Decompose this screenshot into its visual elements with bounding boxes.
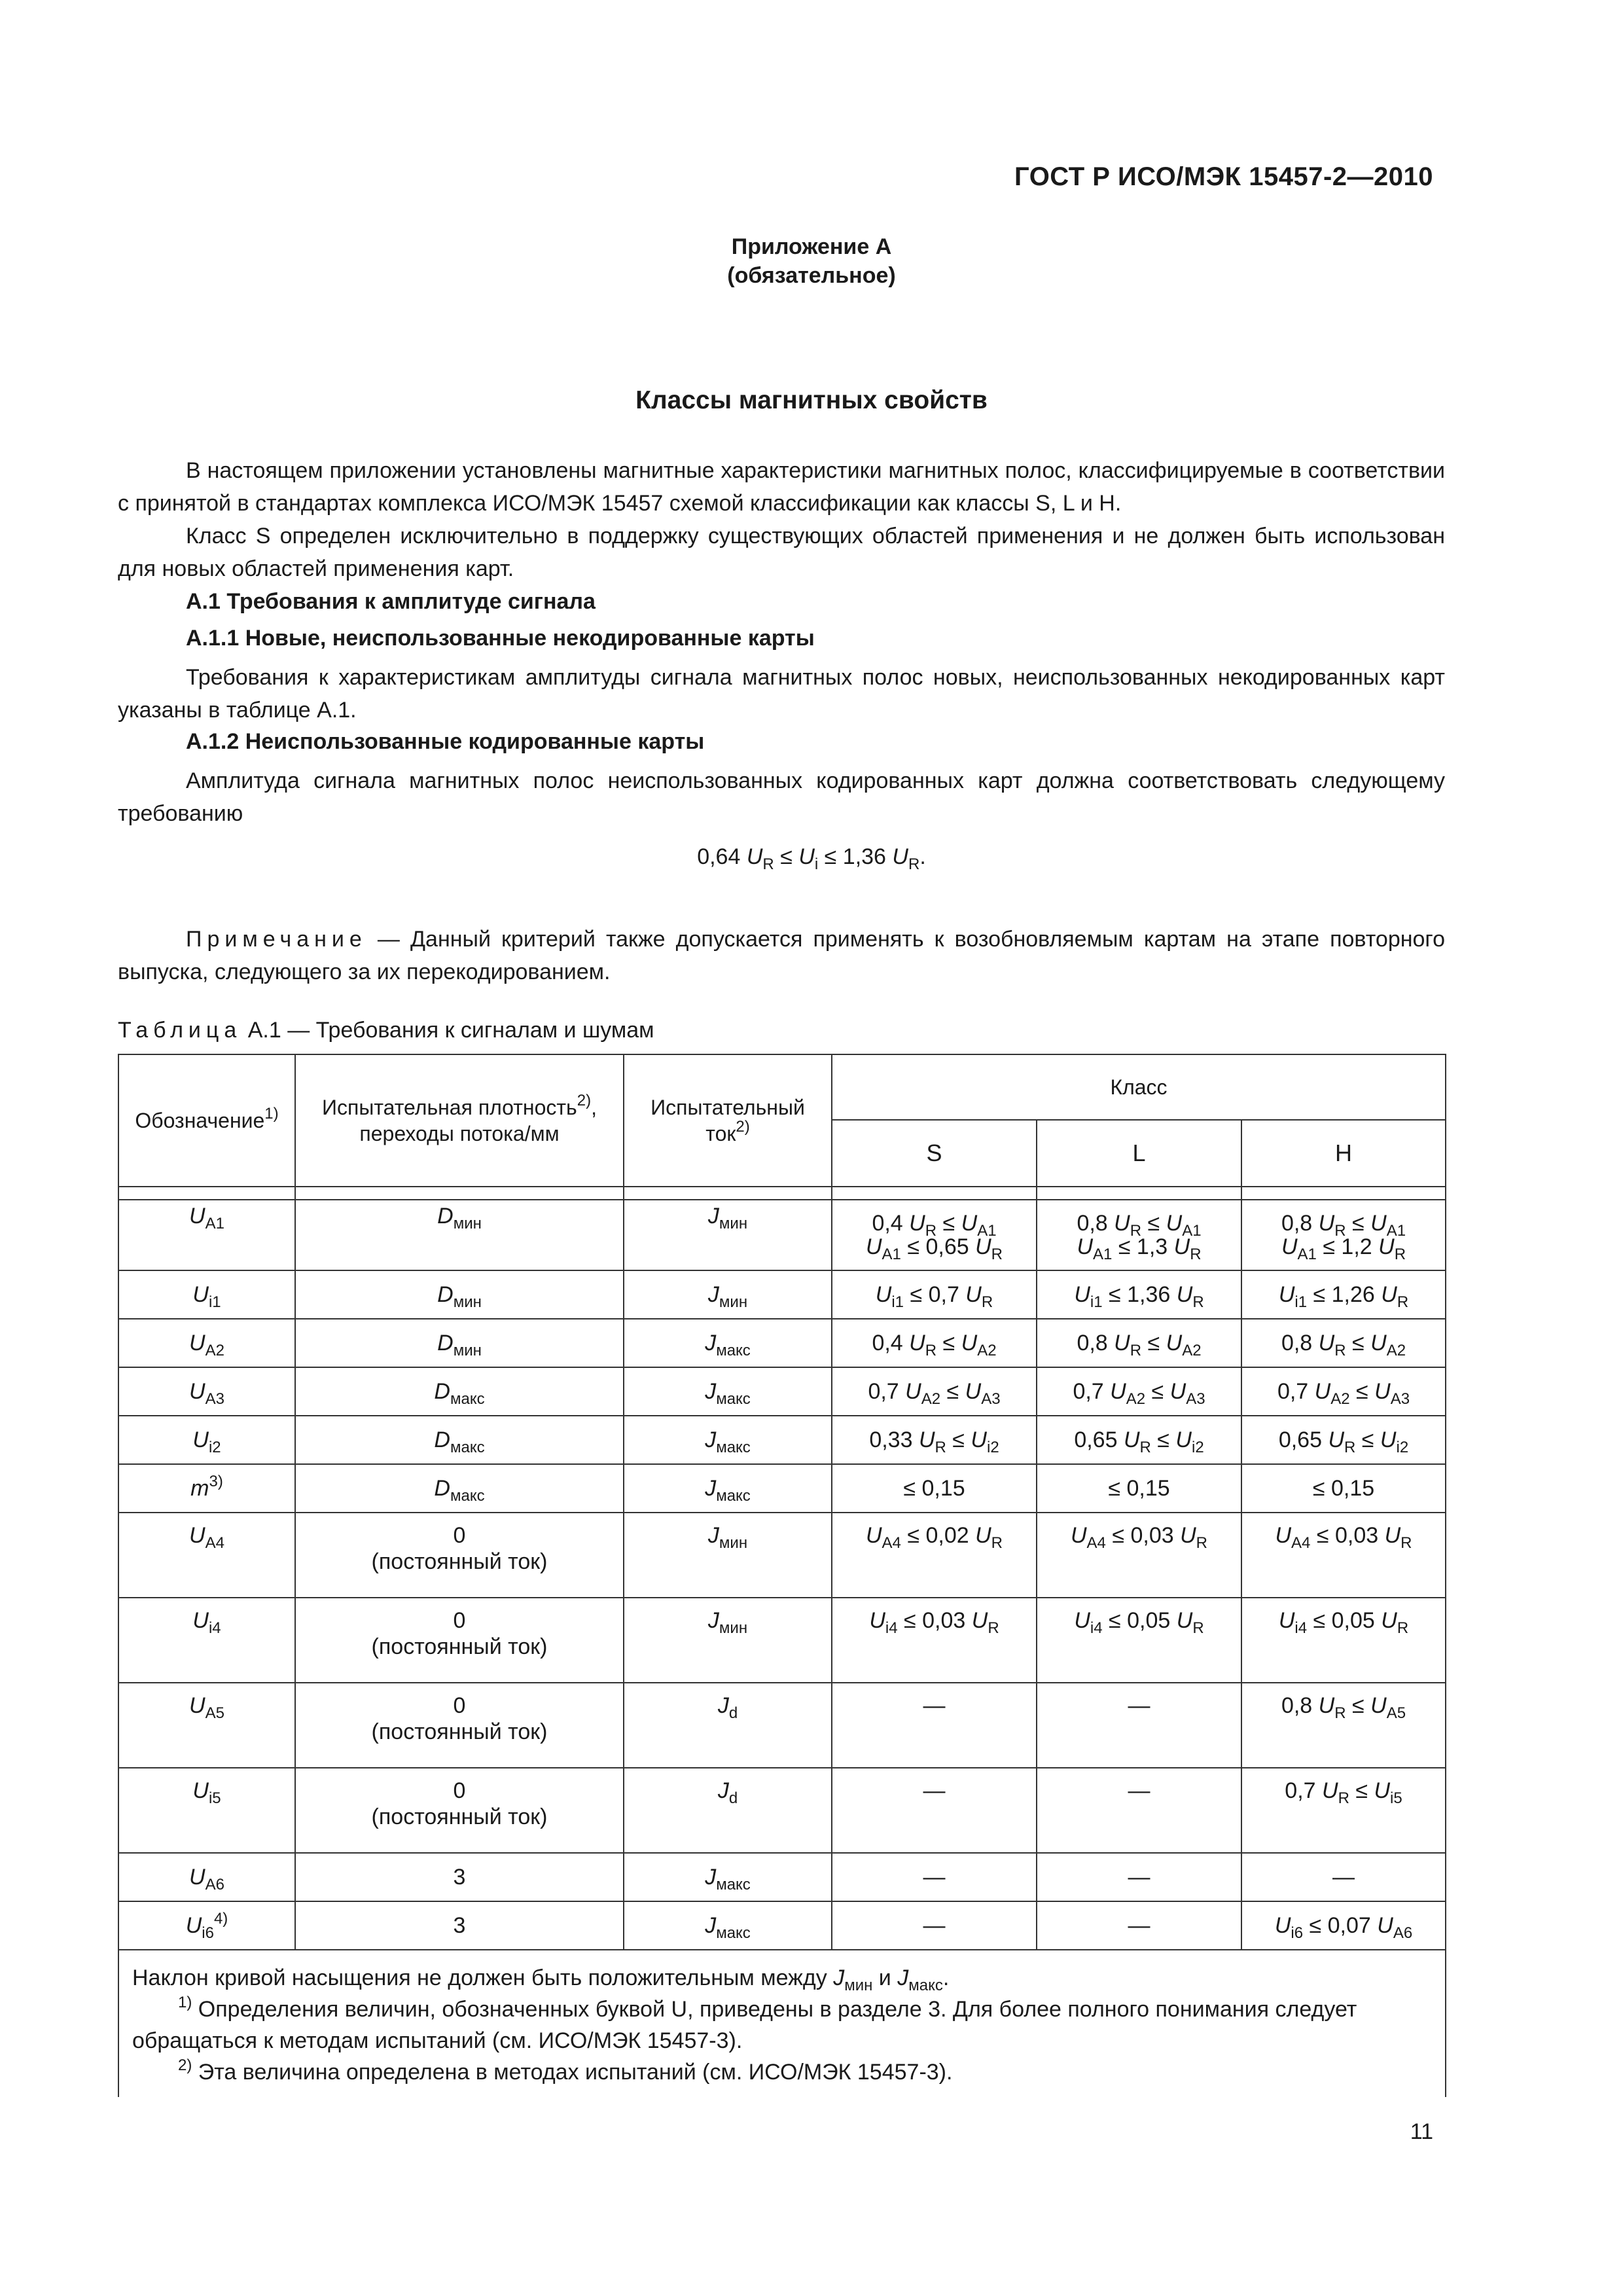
table-row: $U_{i4}$ 0 (постоянный ток) $J_{мин}$ $U_{i4} \le 0,03$ $U_R$ $U_{i4} \le 0,05$ $U_R$ $U_{i4} \le 0,05$ $U_R$ bbox=[118, 1598, 1446, 1683]
amplitude-formula: 0,64 $U_R \le U_i \le 1,36$ $U_R$. bbox=[697, 844, 926, 873]
table-row: $U_{A5}$ 0 (постоянный ток) $J_d$ — — 0,8 $U_R \le U_{A5}$ bbox=[118, 1683, 1446, 1768]
heading-a1: А.1 Требования к амплитуде сигнала bbox=[186, 589, 596, 614]
header-class-h: H bbox=[1241, 1120, 1446, 1187]
header-designation: Обозначение$^{1)}$ bbox=[118, 1054, 295, 1187]
table-notes: Наклон кривой насыщения не должен быть положительным между $J_{мин}$ и $J_{макс}$. $^{1)}$ Определения величин, обозначенных буквой U, приведены в разделе 3. Для более полного понимания следует обращаться к методам испытаний (см. ИСО/МЭК 15457-3). $^{2)}$ Эта величина определена в методах испытаний (см. ИСО/МЭК 15457-3). bbox=[118, 1950, 1446, 2097]
header-class: Класс bbox=[832, 1054, 1446, 1120]
header-class-l: L bbox=[1037, 1120, 1241, 1187]
table-caption: Таблица А.1 — Требования к сигналам и шумам bbox=[118, 1018, 654, 1043]
header-class-s: S bbox=[832, 1120, 1037, 1187]
table-row: $U_{A6}$ 3 $J_{макс}$ — — — bbox=[118, 1853, 1446, 1901]
heading-a12: А.1.2 Неиспользованные кодированные карты bbox=[186, 729, 705, 754]
note-paragraph: Примечание — Данный критерий также допускается применять к возобновляемым картам на этапе повторного выпуска, следующего за их перекодированием. bbox=[118, 927, 1445, 984]
annex-status: (обязательное) bbox=[727, 263, 896, 288]
paragraph-a11: Требования к характеристикам амплитуды сигнала магнитных полос новых, неиспользованных некодированных карт указаны в таблице А.1. bbox=[118, 665, 1445, 723]
table-row: $U_{i5}$ 0 (постоянный ток) $J_d$ — — 0,7 $U_R \le U_{i5}$ bbox=[118, 1768, 1446, 1853]
intro-paragraph-2: Класс S определен исключительно в поддержку существующих областей применения и не должен быть использован для новых областей применения карт. bbox=[118, 524, 1445, 581]
table-row: $U_{A2}$ $D_{мин}$ $J_{макс}$ 0,4 $U_R \le U_{A2}$ 0,8 $U_R \le U_{A2}$ 0,8 $U_R \le U_{A2}$ bbox=[118, 1319, 1446, 1367]
header-current: Испытательный ток$^{2)}$ bbox=[624, 1054, 832, 1187]
table-notes-row bbox=[118, 1950, 1446, 2097]
header-density: Испытательная плотность$^{2)}$, переходы потока/мм bbox=[295, 1054, 624, 1187]
section-title: Классы магнитных свойств bbox=[635, 386, 988, 414]
table-row: $U_{A1}$ $D_{мин}$ $J_{мин}$ 0,4 $U_R \le U_{A1}$ $U_{A1} \le 0,65$ $U_R$ 0,8 $U_R \le U_{A1}$ $U_{A1} \le 1,3$ $U_R$ 0,8 $U_R \le U_{A1}$ $U_{A1} \le 1,2$ $U_R$ bbox=[118, 1200, 1446, 1270]
standard-designation: ГОСТ Р ИСО/МЭК 15457-2—2010 bbox=[1014, 162, 1433, 191]
table-row: $U_{i6}^{4)}$ 3 $J_{макс}$ — — $U_{i6} \le 0,07$ $U_{A6}$ bbox=[118, 1901, 1446, 1950]
table-row: $U_{A4}$ 0 (постоянный ток) $J_{мин}$ $U_{A4} \le 0,02$ $U_R$ $U_{A4} \le 0,03$ $U_R$ $U_{A4} \le 0,03$ $U_R$ bbox=[118, 1513, 1446, 1598]
heading-a11: А.1.1 Новые, неиспользованные некодированные карты bbox=[186, 626, 815, 651]
paragraph-a12: Амплитуда сигнала магнитных полос неиспользованных кодированных карт должна соответствовать следующему требованию bbox=[118, 768, 1445, 826]
requirements-table bbox=[118, 1054, 1445, 2097]
annex-title: Приложение А bbox=[731, 234, 892, 259]
intro-paragraph-1: В настоящем приложении установлены магнитные характеристики магнитных полос, классифицируемые в соответствии с принятой в стандартах комплекса ИСО/МЭК 15457 схемой классификации как классы S, L и H. bbox=[118, 458, 1445, 516]
page-number: 11 bbox=[1410, 2119, 1433, 2144]
table-row: $U_{i2}$ $D_{макс}$ $J_{макс}$ 0,33 $U_R \le U_{i2}$ 0,65 $U_R \le U_{i2}$ 0,65 $U_R \le U_{i2}$ bbox=[118, 1416, 1446, 1464]
table-row: $U_{i1}$ $D_{мин}$ $J_{мин}$ $U_{i1} \le 0,7$ $U_R$ $U_{i1} \le 1,36$ $U_R$ $U_{i1} \le 1,26$ $U_R$ bbox=[118, 1270, 1446, 1319]
table-row: $U_{A3}$ $D_{макс}$ $J_{макс}$ 0,7 $U_{A2} \le U_{A3}$ 0,7 $U_{A2} \le U_{A3}$ 0,7 $U_{A2} \le U_{A3}$ bbox=[118, 1367, 1446, 1416]
table-row: $m^{3)}$ $D_{макс}$ $J_{макс}$ ≤ 0,15 ≤ 0,15 ≤ 0,15 bbox=[118, 1464, 1446, 1513]
